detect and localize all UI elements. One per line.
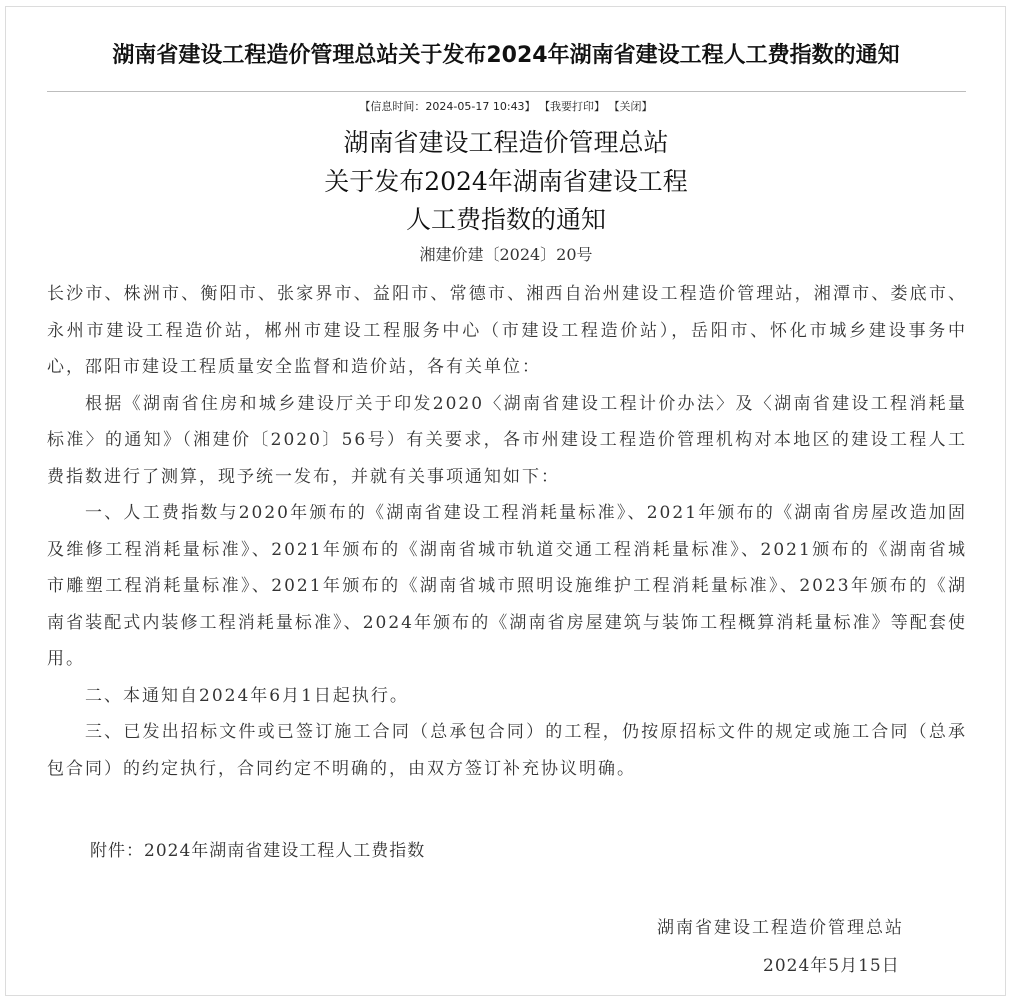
document-number: 湘建价建〔2024〕20号 [419, 245, 593, 264]
info-bar [0, 98, 1012, 114]
body-paragraph: 根据《湖南省住房和城乡建设厅关于印发2020〈湖南省建设工程计价办法〉及〈湖南省建设工程消耗量标准〉的通知》（湘建价〔2020〕56号）有关要求，各市州建设工程造价管理机构对本地区的建设工程人工费指数进行了测算，现予统一发布，并就有关事项通知如下： [47, 393, 967, 487]
doc-heading-line-1: 湖南省建设工程造价管理总站 [343, 128, 669, 157]
page-title: 湖南省建设工程造价管理总站关于发布2024年湖南省建设工程人工费指数的通知 [112, 43, 900, 68]
signature-organization: 湖南省建设工程造价管理总站 [657, 918, 904, 938]
doc-heading-line-3: 人工费指数的通知 [405, 205, 606, 234]
title-divider [47, 91, 966, 92]
doc-heading-line-2: 关于发布2024年湖南省建设工程 [324, 167, 688, 196]
attachment-label: 附件：2024年湖南省建设工程人工费指数 [90, 841, 426, 861]
publish-time: 【信息时间：2024-05-17 10:43】 [359, 100, 536, 113]
body-paragraph: 二、本通知自2024年6月1日起执行。 [85, 685, 409, 706]
addressee-paragraph: 长沙市、株洲市、衡阳市、张家界市、益阳市、常德市、湘西自治州建设工程造价管理站，湘潭市、娄底市、永州市建设工程造价站，郴州市建设工程服务中心（市建设工程造价站），岳阳市、怀化市城乡建设事务中心，邵阳市建设工程质量安全监督和造价站，各有关单位： [47, 284, 967, 377]
print-link[interactable]: 【我要打印】 [539, 100, 606, 113]
document-body [47, 276, 967, 787]
body-paragraph: 一、人工费指数与2020年颁布的《湖南省建设工程消耗量标准》、2021年颁布的《湖南省房屋改造加固及维修工程消耗量标准》、2021年颁布的《湖南省城市轨道交通工程消耗量标准》、2021颁布的《湖南省城市雕塑工程消耗量标准》、2021年颁布的《湖南省城市照明设施维护工程消耗量标准》、2023年颁布的《湖南省装配式内装修工程消耗量标准》、2024年颁布的《湖南省房屋建筑与装饰工程概算消耗量标准》等配套使用。 [47, 503, 967, 669]
close-link[interactable]: 【关闭】 [608, 100, 653, 113]
signature-date: 2024年5月15日 [763, 956, 900, 976]
body-paragraph: 三、已发出招标文件或已签订施工合同（总承包合同）的工程，仍按原招标文件的规定或施工合同（总承包合同）的约定执行，合同约定不明确的，由双方签订补充协议明确。 [47, 722, 967, 779]
